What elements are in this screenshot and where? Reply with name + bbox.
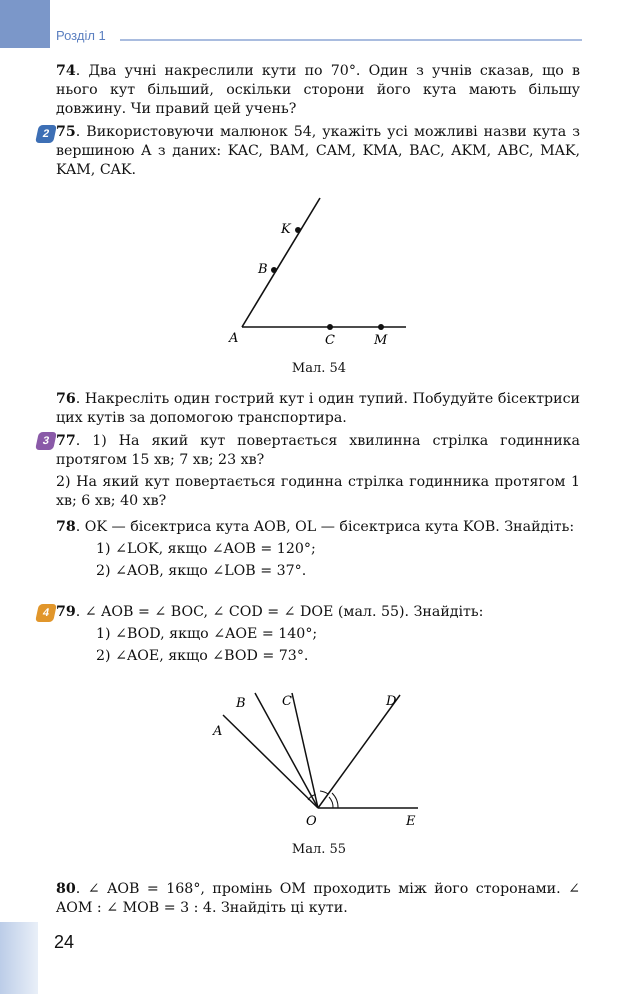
label-a: A [213, 724, 223, 739]
label-c: C [282, 694, 292, 709]
problem-text: . ∠ AOB = ∠ BOC, ∠ COD = ∠ DOE (мал. 55). Знайдіть: [75, 604, 484, 620]
level-badge: 2 [35, 125, 57, 143]
ray-oa [223, 715, 318, 808]
point-c [327, 324, 333, 330]
angle-arc-cod [320, 791, 328, 794]
sub-item: 2) ∠AOE, якщо ∠BOD = 73°. [96, 648, 309, 664]
problem-text: . ∠ AOB = 168°, промінь OM проходить між його сторонами. ∠ AOM : ∠ MOB = 3 : 4. Знайдіть ці кути. [56, 881, 580, 916]
section-header: Розділ 1 [56, 28, 106, 43]
problem-line [56, 518, 580, 537]
label-d: D [386, 694, 397, 709]
ray-od [318, 695, 400, 808]
ray-ak [242, 198, 320, 327]
problem-number: 76 [56, 391, 76, 407]
problem-79 [56, 603, 580, 666]
problem-74 [56, 62, 580, 119]
problem-text: . OK — бісектриса кута AOB, OL — бісектриса кута KOB. Знайдіть: [75, 519, 575, 535]
problem-line: 2) На який кут повертається годинна стрілка годинника протягом 1 хв; 6 хв; 40 хв? [56, 474, 580, 509]
point-k [295, 227, 301, 233]
page-number: 24 [54, 932, 75, 952]
problem-number: 77 [56, 433, 76, 449]
problem-text: . Накресліть один гострий кут і один тупий. Побудуйте бісектриси цих кутів за допомогою транспортира. [56, 391, 580, 426]
label-m: M [374, 333, 388, 348]
ray-ob [255, 693, 318, 808]
problem-80 [56, 880, 580, 918]
label-a: A [229, 331, 239, 346]
figure-54-caption: Мал. 54 [291, 361, 347, 376]
problem-78 [56, 518, 580, 581]
problem-75 [56, 123, 580, 180]
sub-item: 2) ∠AOB, якщо ∠LOB = 37°. [96, 563, 307, 579]
problem-line [56, 432, 580, 470]
point-b [271, 267, 277, 273]
level-badge: 3 [35, 432, 57, 450]
problem-number: 79 [56, 604, 76, 620]
level-badge: 4 [35, 604, 57, 622]
figure-55 [0, 685, 638, 835]
figure-55-caption: Мал. 55 [291, 842, 347, 857]
problem-76 [56, 390, 580, 428]
header-rule [120, 39, 582, 41]
angle-arc-doe [329, 797, 333, 808]
label-k: K [281, 222, 291, 237]
problem-number: 75 [56, 124, 76, 140]
label-b: B [258, 262, 268, 277]
point-m [378, 324, 384, 330]
problem-number: 80 [56, 881, 76, 897]
problem-text: . Два учні накреслили кути по 70°. Один з учнів сказав, що в нього кут більший, оскільки сторони його кута мають більшу довжину. Чи правий цей учень? [56, 63, 580, 117]
label-o: O [306, 814, 317, 829]
label-b: B [236, 696, 246, 711]
ray-oc [292, 693, 318, 808]
label-e: E [406, 814, 416, 829]
figure-54 [0, 190, 638, 360]
label-c: C [325, 333, 335, 348]
problem-text: . Використовуючи малюнок 54, укажіть усі можливі назви кута з вершиною A з даних: KAC, BAM, CAM, KMA, BAC, AKM, ABC, MAK, KAM, CAK. [56, 124, 580, 178]
problem-text: . 1) На який кут повертається хвилинна стрілка годинника протягом 15 хв; 7 хв; 23 хв? [56, 433, 580, 468]
sub-item: 1) ∠BOD, якщо ∠AOE = 140°; [96, 626, 318, 642]
problem-77 [56, 432, 580, 511]
problem-number: 74 [56, 63, 76, 79]
corner-decoration [0, 0, 50, 48]
problem-line [56, 603, 580, 622]
sub-item: 1) ∠LOK, якщо ∠AOB = 120°; [96, 541, 316, 557]
corner-decoration-bottom [0, 922, 38, 994]
problem-number: 78 [56, 519, 76, 535]
